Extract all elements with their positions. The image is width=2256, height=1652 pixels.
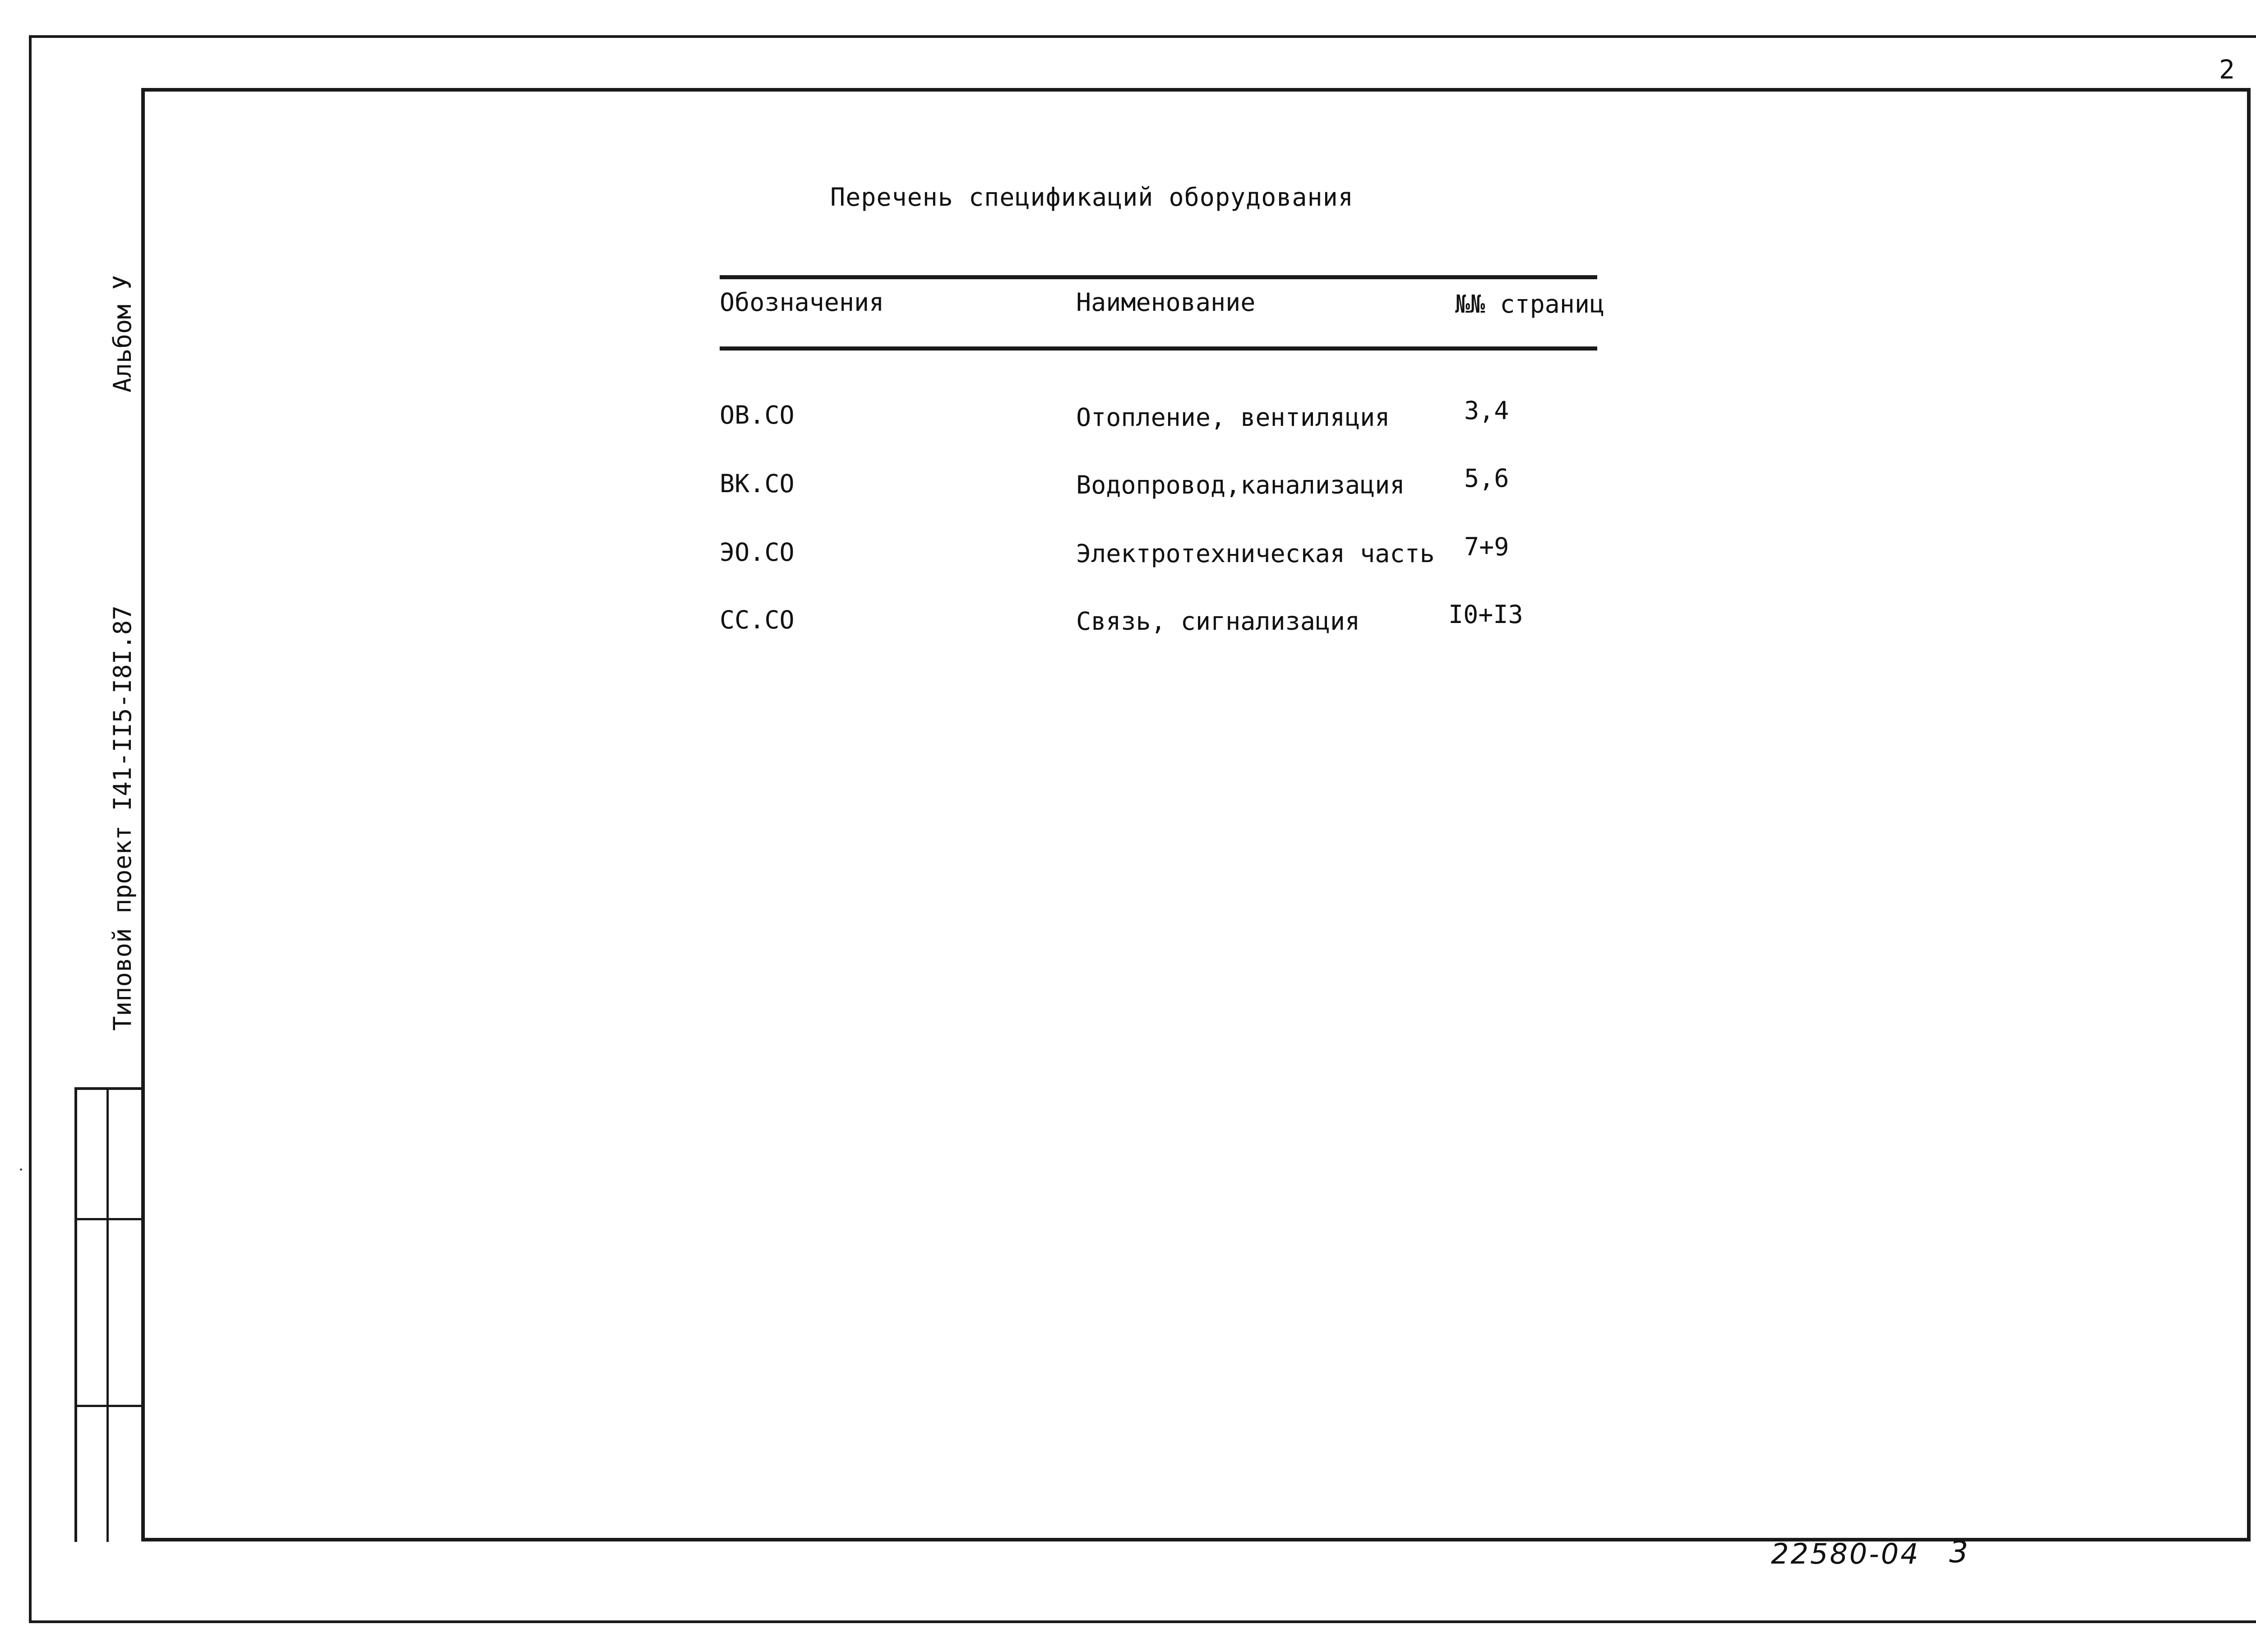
page-number: 2 [2219, 54, 2235, 85]
table-top-rule [720, 275, 1597, 279]
table-row-code: СС.СО [720, 605, 795, 634]
table-row-name: Связь, сигнализация [1076, 607, 1360, 636]
album-label: Альбом У [108, 275, 137, 392]
side-stamp-box [74, 1087, 143, 1542]
stamp-divider-vertical [106, 1090, 109, 1542]
table-header-code: Обозначения [720, 288, 884, 317]
stamp-divider-horizontal [77, 1405, 143, 1407]
table-row-name: Водопровод,канализация [1076, 471, 1405, 499]
scan-speck [20, 1168, 22, 1171]
table-header-name: Наименование [1076, 288, 1256, 317]
sheet-number: 3 [1949, 1535, 1968, 1569]
table-row-code: ОВ.СО [720, 401, 795, 429]
table-row-pages: 5,6 [1464, 464, 1509, 493]
table-row-name: Отопление, вентиляция [1076, 403, 1390, 432]
table-row-pages: 3,4 [1464, 396, 1509, 425]
table-header-rule [720, 346, 1597, 351]
document-title: Перечень спецификаций оборудования [830, 183, 1354, 212]
inventory-code: 22580-04 [1771, 1537, 1920, 1570]
table-row-pages: 7+9 [1464, 532, 1509, 561]
table-row-name: Электротехническая часть [1076, 539, 1435, 568]
table-row-code: ВК.СО [720, 469, 795, 498]
table-row-code: ЭО.СО [720, 538, 795, 567]
project-label: Типовой проект I41-II5-I8I.87 [108, 605, 137, 1031]
table-row-pages: I0+I3 [1448, 600, 1523, 629]
stamp-divider-horizontal [77, 1218, 143, 1220]
table-header-pages: №№ страниц [1455, 290, 1605, 318]
